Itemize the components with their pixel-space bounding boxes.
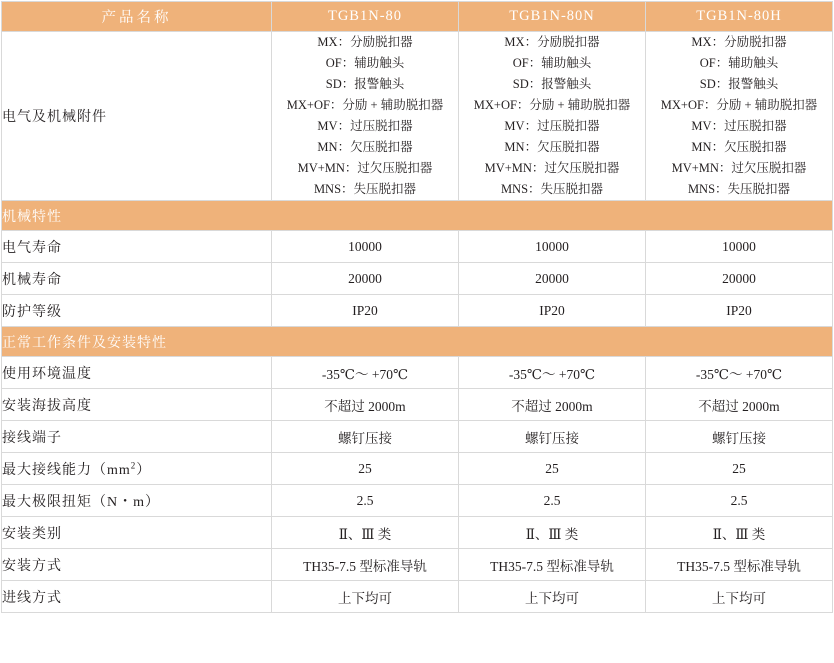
table-row [2,453,833,485]
row-value: IP20 [459,295,646,327]
accessory-line: MN：欠压脱扣器 [504,140,600,154]
row-label: 进线方式 [2,581,272,613]
row-value: 上下均可 [646,581,833,613]
row-value: TH35-7.5 型标准导轨 [646,549,833,581]
accessory-line: MX+OF：分励 + 辅助脱扣器 [473,98,631,112]
row-value: 25 [459,453,646,485]
row-value: 2.5 [272,485,459,517]
accessories-cell-2 [459,32,646,201]
row-value: 2.5 [646,485,833,517]
row-label: 安装方式 [2,549,272,581]
accessory-line: MX：分励脱扣器 [317,35,413,49]
row-value: 不超过 2000m [272,389,459,421]
accessory-line: MNS：失压脱扣器 [687,182,791,196]
accessory-line: SD：报警触头 [699,77,779,91]
row-value: Ⅱ、Ⅲ 类 [459,517,646,549]
table-header-row [2,2,833,32]
accessory-line: MX+OF：分励 + 辅助脱扣器 [660,98,818,112]
accessory-line: MV+MN：过欠压脱扣器 [297,161,433,175]
row-label: 最大接线能力$(mm^2)$ [2,453,272,485]
accessory-line: MN：欠压脱扣器 [317,140,413,154]
accessory-line: MV+MN：过欠压脱扣器 [484,161,620,175]
row-label: 机械寿命 [2,263,272,295]
row-value: 螺钉压接 [459,421,646,453]
section-band-mechanical [2,201,833,231]
table-row [2,549,833,581]
accessory-line: MV：过压脱扣器 [691,119,787,133]
table-body [2,2,833,613]
row-value: 上下均可 [272,581,459,613]
row-value: IP20 [646,295,833,327]
row-value: Ⅱ、Ⅲ 类 [646,517,833,549]
accessory-line: SD：报警触头 [325,77,405,91]
section-band-label: 正常工作条件及安装特性 [2,327,833,357]
accessory-line: MNS：失压脱扣器 [313,182,417,196]
row-value: 螺钉压接 [272,421,459,453]
accessory-line: MX：分励脱扣器 [691,35,787,49]
row-label: 最大极限扭矩（N・m） [2,485,272,517]
row-value: 20000 [459,263,646,295]
table-row [2,263,833,295]
row-value: 20000 [646,263,833,295]
accessory-line: OF：辅助触头 [699,56,779,70]
accessory-line: MX：分励脱扣器 [504,35,600,49]
table-row [2,485,833,517]
table-row [2,231,833,263]
header-product-name: 产品名称 [2,2,272,32]
table-row [2,357,833,389]
table-row [2,517,833,549]
row-label: 电气寿命 [2,231,272,263]
row-value: 10000 [272,231,459,263]
row-value: 25 [272,453,459,485]
section-band-label: 机械特性 [2,201,833,231]
row-label: 安装类别 [2,517,272,549]
accessory-line: OF：辅助触头 [325,56,405,70]
row-value: 不超过 2000m [646,389,833,421]
row-value: IP20 [272,295,459,327]
accessory-line: MV：过压脱扣器 [317,119,413,133]
specification-table [1,1,833,613]
accessory-line: MNS：失压脱扣器 [500,182,604,196]
accessories-cell-3 [646,32,833,201]
row-value: 上下均可 [459,581,646,613]
table-row [2,295,833,327]
header-model-2: TGB1N-80N [459,2,646,32]
row-value: TH35-7.5 型标准导轨 [459,549,646,581]
row-value: 10000 [646,231,833,263]
accessory-line: SD：报警触头 [512,77,592,91]
table-row [2,421,833,453]
row-label: 接线端子 [2,421,272,453]
accessory-line: OF：辅助触头 [512,56,592,70]
row-label: 防护等级 [2,295,272,327]
accessories-label: 电气及机械附件 [2,32,272,201]
row-value: 2.5 [459,485,646,517]
table-row [2,581,833,613]
row-value: TH35-7.5 型标准导轨 [272,549,459,581]
header-model-3: TGB1N-80H [646,2,833,32]
accessory-line: MX+OF：分励 + 辅助脱扣器 [286,98,444,112]
row-value: 20000 [272,263,459,295]
row-value: Ⅱ、Ⅲ 类 [272,517,459,549]
accessories-row [2,32,833,201]
header-model-1: TGB1N-80 [272,2,459,32]
row-label: 使用环境温度 [2,357,272,389]
section-band-operating-conditions [2,327,833,357]
table-row [2,389,833,421]
accessory-line: MV：过压脱扣器 [504,119,600,133]
row-value: 不超过 2000m [459,389,646,421]
accessories-cell-1 [272,32,459,201]
row-value: 10000 [459,231,646,263]
row-value: 螺钉压接 [646,421,833,453]
row-label: 安装海拔高度 [2,389,272,421]
row-value: -35℃～ +70℃ [272,357,459,389]
row-value: -35℃～ +70℃ [459,357,646,389]
accessory-line: MN：欠压脱扣器 [691,140,787,154]
row-value: -35℃～ +70℃ [646,357,833,389]
row-value: 25 [646,453,833,485]
accessory-line: MV+MN：过欠压脱扣器 [671,161,807,175]
